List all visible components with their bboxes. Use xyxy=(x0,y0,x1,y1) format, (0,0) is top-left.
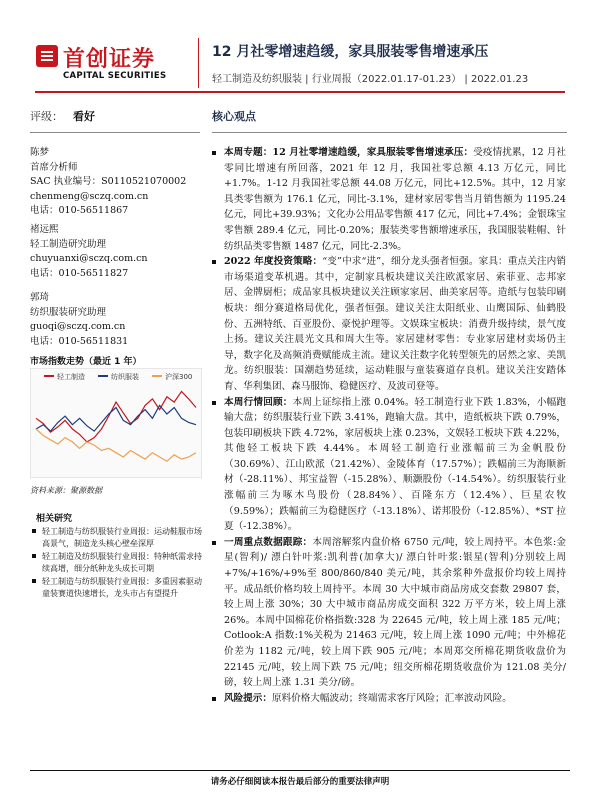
bullet-icon xyxy=(212,401,216,405)
rating xyxy=(30,108,95,124)
analyst-license: SAC 执业编号：S0110521070002 xyxy=(30,176,187,187)
report-header xyxy=(0,0,600,95)
legend-label: 沪深300 xyxy=(165,373,193,381)
analyst-phone: 电话：010-56511831 xyxy=(30,335,129,347)
related-item[interactable] xyxy=(32,526,204,550)
legal-footer: 请务必仔细阅读本报告最后部分的重要法律声明 xyxy=(210,777,390,787)
rating-label: 评级： xyxy=(30,110,63,123)
footer-rule xyxy=(30,770,570,771)
logo-mark-icon xyxy=(35,44,59,68)
related-item[interactable] xyxy=(32,551,204,575)
logo-en-text: CAPITAL SECURITIES xyxy=(63,71,167,81)
bullet-icon xyxy=(32,554,36,558)
paragraph-lead: 一周重点数据跟踪： xyxy=(224,536,313,548)
paragraph-lead: 风险提示： xyxy=(224,692,272,704)
analyst-role: 轻工制造研究助理 xyxy=(30,238,107,250)
analyst-name: 郭琦 xyxy=(30,292,50,303)
related-research-list xyxy=(32,526,204,601)
paragraph-text: “变”中求“进”，细分龙头强者恒强。家具：重点关注内销市场渠道变革机遇。其中，定制家具板块建议关注欧派家居、索菲亚、志邦家居、金牌厨柜；成品家具板块建议关注顾家家居、曲美家居等。造纸与包装印刷板块：细分赛道格局优化，强者恒强。建议关注太阳纸业、山鹰国际、仙鹤股份、五洲特纸、百亚股份、豪悦护理等。文娱珠宝板块：消费升级持续，景气度上扬。建议关注晨光文具和周大生等。家居建材零售：专业家居建材卖场仍主导，数字化及高频消费赋能成主流。建议关注数字化转型领先的居然之家、美凯龙。纺织服装：国潮趋势延续，运动鞋服与童装赛道存良机。建议关注安踏体育、华利集团、森马服饰、稳健医疗、及波司登等。 xyxy=(224,256,566,392)
related-item-text: 轻工制造及纺织服装行业周报：特种纸需求持续高增，细分纸种龙头成长可期 xyxy=(42,552,202,573)
paragraph-text: 受疫情扰累，12 月社零同比增速有所回落，2021 年 12 月，我国社零总额 4.13 万亿元，同比+1.7%。1-12 月我国社零总额 44.08 万亿元，同比+12.5%。其中，12 月家具类零售额为 176.1 亿元，同比-3.1%，建材家居零售当月销售额为 1195.24 亿元，同比+39.93%；文化办公用品零售额 417 亿元，同比+7.4%；金银珠宝零售额 289.4 亿元，同比-0.20%；服装类零售额增速承压，我国服装鞋帽、针纺织品类零售额 1487 亿元，同比-2.3%。 xyxy=(224,147,566,252)
analyst-email[interactable]: chuyuanxi@sczq.com.cn xyxy=(30,253,148,264)
paragraph xyxy=(212,395,566,535)
related-research-title: 相关研究 xyxy=(36,514,73,524)
report-title: 12 月社零增速趋缓，家具服装零售增速承压 xyxy=(212,44,489,60)
analyst-name: 褚远熙 xyxy=(30,224,59,235)
related-item-text: 轻工制造与纺织服装行业周报：多重因素驱动童装赛道快速增长，龙头市占有望提升 xyxy=(42,577,202,598)
analyst-block xyxy=(30,223,205,281)
market-index-chart xyxy=(30,368,202,478)
header-divider xyxy=(198,38,199,88)
analyst-phone: 电话：010-56511867 xyxy=(30,205,129,216)
analyst-block xyxy=(30,146,205,219)
rating-value: 看好 xyxy=(73,110,95,123)
analyst-email[interactable]: chenmeng@sczq.com.cn xyxy=(30,190,149,202)
company-logo xyxy=(35,40,195,86)
bullet-icon xyxy=(212,260,216,264)
chart-source: 资料来源：聚源数据 xyxy=(30,486,102,495)
analyst-name: 陈梦 xyxy=(30,147,50,158)
paragraph xyxy=(212,145,566,254)
paragraph-lead: 2022 年度投资策略： xyxy=(224,256,323,268)
paragraph-text: 本周上证综指上涨 0.04%。轻工制造行业下跌 1.83%，小幅跑输大盘；纺织服装行业下跌 3.41%，跑输大盘。其中，造纸板块下跌 0.79%，包装印刷板块下跌 4.72%，家居板块上涨 0.23%，文娱轻工板块下跌 4.22%，其他轻工板块下跌 4.44%。本周轻工制造行业涨幅前三为金帆股份（30.69%）、江山欧派（21.42%）、金陵体育（17.57%）；跌幅前三为海顺新材（-28.11%）、邦宝益智（-15.28%）、顺灏股份（-14.54%）。纺织服装行业涨幅前三为啄木鸟股份（28.84%）、百隆东方（12.4%）、巨星农牧（9.59%）；跌幅前三为稳健医疗（-13.18%）、诺邦股份（-12.85%）、*ST 拉夏（-12.38%）。 xyxy=(224,396,567,533)
bullet-icon xyxy=(32,579,36,583)
paragraph-lead: 本周行情回顾： xyxy=(224,396,293,408)
right-divider xyxy=(212,132,567,133)
analyst-email[interactable]: guoqi@sczq.com.cn xyxy=(30,321,126,332)
analyst-block xyxy=(30,291,205,349)
paragraph xyxy=(212,254,566,394)
legend-label: 轻工制造 xyxy=(57,373,85,381)
core-view-title: 核心观点 xyxy=(212,110,256,123)
related-item[interactable] xyxy=(32,576,204,600)
analyst-role: 首席分析师 xyxy=(30,161,78,173)
bullet-icon xyxy=(212,151,216,155)
analyst-phone: 电话：010-56511827 xyxy=(30,267,129,279)
header-rule xyxy=(35,91,565,93)
bullet-icon xyxy=(32,529,36,533)
chart-frame xyxy=(30,368,202,478)
bullet-icon xyxy=(212,541,216,545)
paragraph-lead: 本周专题：12 月社零增速趋缓，家具服装零售增速承压： xyxy=(224,147,474,158)
legend-label: 纺织服装 xyxy=(111,373,139,381)
left-divider xyxy=(30,132,200,133)
analyst-role: 纺织服装研究助理 xyxy=(30,306,107,318)
paragraph xyxy=(212,691,566,707)
chart-title: 市场指数走势（最近 1 年） xyxy=(30,357,142,367)
logo-cn-text: 首创证券 xyxy=(63,47,156,72)
report-subtitle: 轻工制造及纺织服装 | 行业周报（2022.01.17-01.23） | 2022.01.23 xyxy=(212,74,529,85)
bullet-icon xyxy=(212,697,216,701)
paragraph-text: 本周溶解浆内盘价格 6750 元/吨，较上周持平。本色浆:金星(智利)/ 漂白针叶浆:凯利普(加拿大)/ 漂白针叶浆:银星(智利)分别较上周+7%/+16%/+9%至 800/860/840 美元/吨，其余浆种外盘报价均较上周持平。成品纸价格均较上周持平。本周 30 大中城市商品房成交套数 29807 套，较上周上涨 30%；30 大中城市商品房成交面积 322 万平方米，较上周上涨 26%。本周中国棉花价格指数:328 为 22645 元/吨，较上周上涨 185 元/吨；Cotlook:A 指数:1%关税为 21463 元/吨，较上周上涨 1090 元/吨；中外棉花价差为 1182 元/吨，较上周下跌 905 元/吨；本周郑交所棉花期货收盘价为 22145 元/吨，较上周下跌 75 元/吨；纽交所棉花期货收盘价为 121.08 美分/磅，较上周上涨 1.31 美分/磅。 xyxy=(224,536,566,689)
related-item-text: 轻工制造与纺织服装行业周报：运动鞋服市场高景气，制造龙头核心壁垒深厚 xyxy=(42,527,202,548)
paragraph-text: 原料价格大幅波动；终端需求客厅风险；汇率波动风险。 xyxy=(271,692,512,704)
core-view-body xyxy=(212,145,566,706)
paragraph xyxy=(212,535,566,691)
